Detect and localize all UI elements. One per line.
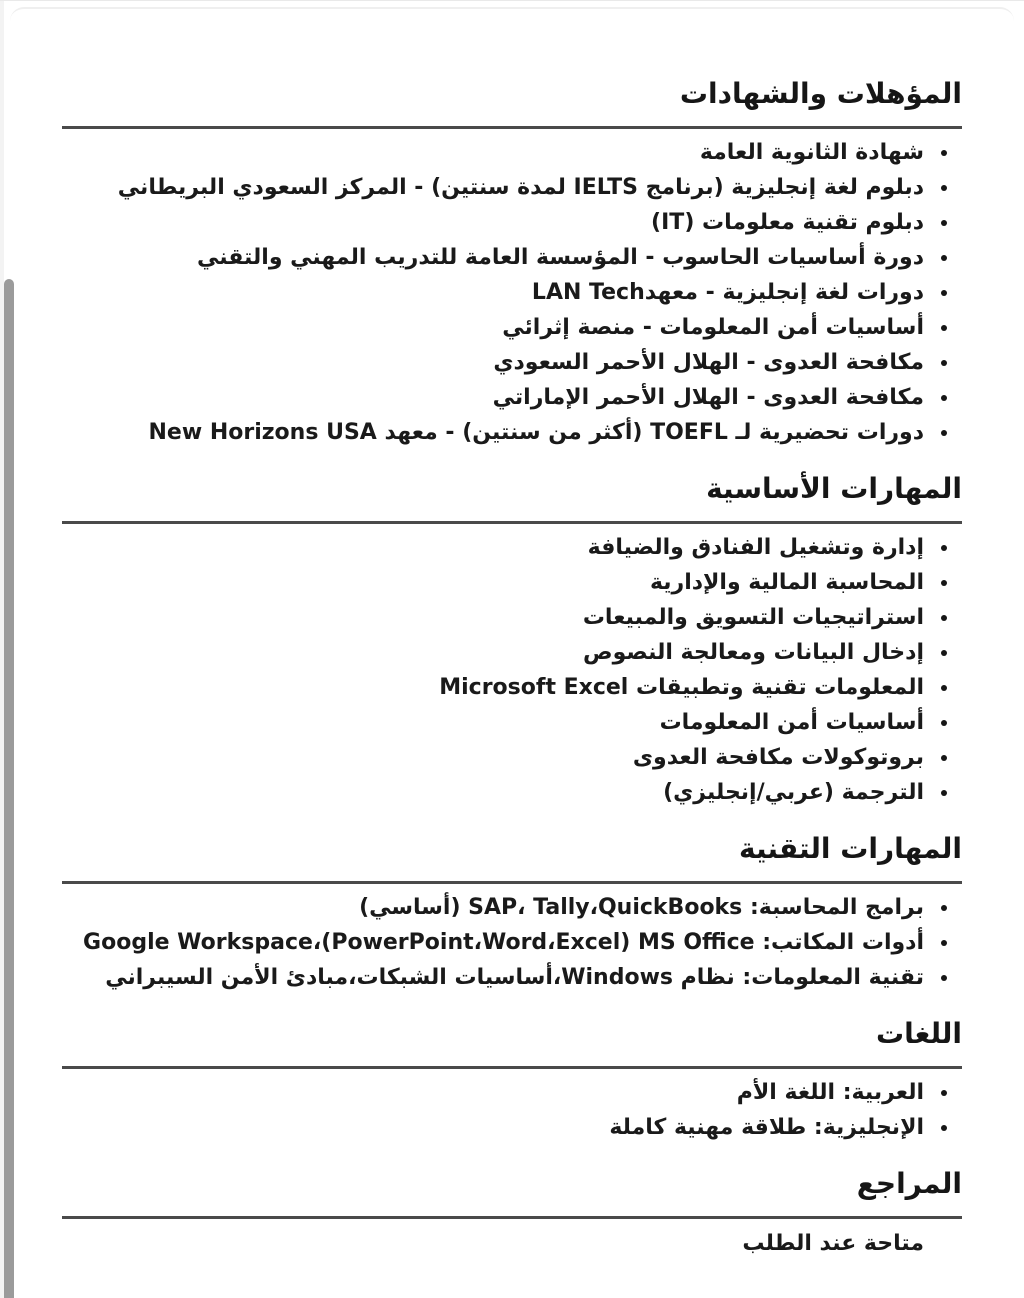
section-list — [62, 890, 962, 995]
list-item: إدخال البيانات ومعالجة النصوص — [62, 635, 962, 670]
section-title: المهارات التقنية — [738, 832, 962, 865]
section-divider — [62, 126, 962, 129]
section-list — [62, 1075, 962, 1145]
section-languages — [62, 1017, 962, 1145]
list-item: الترجمة (عربي/إنجليزي) — [62, 775, 962, 810]
list-item: مكافحة العدوى - الهلال الأحمر الإماراتي — [62, 380, 962, 415]
list-item: دورات لغة إنجليزية - معهدLAN Tech — [62, 275, 962, 310]
list-item: شهادة الثانوية العامة — [62, 135, 962, 170]
list-item: تقنية المعلومات: نظام Windows،أساسيات الشبكات،مبادئ الأمن السيبراني — [62, 960, 962, 995]
list-item: العربية: اللغة الأم — [62, 1075, 962, 1110]
section-title: المؤهلات والشهادات — [679, 77, 962, 110]
section-divider — [62, 1066, 962, 1069]
section-list — [62, 530, 962, 810]
section-core-skills — [62, 472, 962, 810]
section-references — [62, 1167, 962, 1256]
list-item: الإنجليزية: طلاقة مهنية كاملة — [62, 1110, 962, 1145]
section-qualifications — [62, 77, 962, 450]
section-title: اللغات — [876, 1017, 962, 1050]
list-item: أساسيات أمن المعلومات - منصة إثرائي — [62, 310, 962, 345]
list-item: استراتيجيات التسويق والمبيعات — [62, 600, 962, 635]
list-item: أدوات المكاتب: Google Workspace،(PowerPoint،Word،Excel) MS Office — [62, 925, 962, 960]
section-title: المهارات الأساسية — [706, 472, 962, 505]
list-item: المعلومات تقنية وتطبيقات Microsoft Excel — [62, 670, 962, 705]
list-item: دورة أساسيات الحاسوب - المؤسسة العامة للتدريب المهني والتقني — [62, 240, 962, 275]
section-divider — [62, 1216, 962, 1219]
section-divider — [62, 521, 962, 524]
list-item: أساسيات أمن المعلومات — [62, 705, 962, 740]
section-title: المراجع — [856, 1167, 962, 1200]
list-item: دبلوم تقنية معلومات (IT) — [62, 205, 962, 240]
list-item: دبلوم لغة إنجليزية (برنامج IELTS لمدة سنتين) - المركز السعودي البريطاني — [62, 170, 962, 205]
section-list — [62, 135, 962, 450]
section-technical-skills — [62, 832, 962, 995]
list-item: مكافحة العدوى - الهلال الأحمر السعودي — [62, 345, 962, 380]
list-item: برامج المحاسبة: SAP، Tally،QuickBooks (أساسي) — [62, 890, 962, 925]
references-note: متاحة عند الطلب — [742, 1231, 924, 1256]
list-item: دورات تحضيرية لـ TOEFL (أكثر من سنتين) - معهد New Horizons USA — [62, 415, 962, 450]
document-page — [0, 1, 1024, 1256]
section-divider — [62, 881, 962, 884]
list-item: إدارة وتشغيل الفنادق والضيافة — [62, 530, 962, 565]
list-item: بروتوكولات مكافحة العدوى — [62, 740, 962, 775]
scrollbar-thumb[interactable] — [4, 279, 14, 1298]
list-item: المحاسبة المالية والإدارية — [62, 565, 962, 600]
